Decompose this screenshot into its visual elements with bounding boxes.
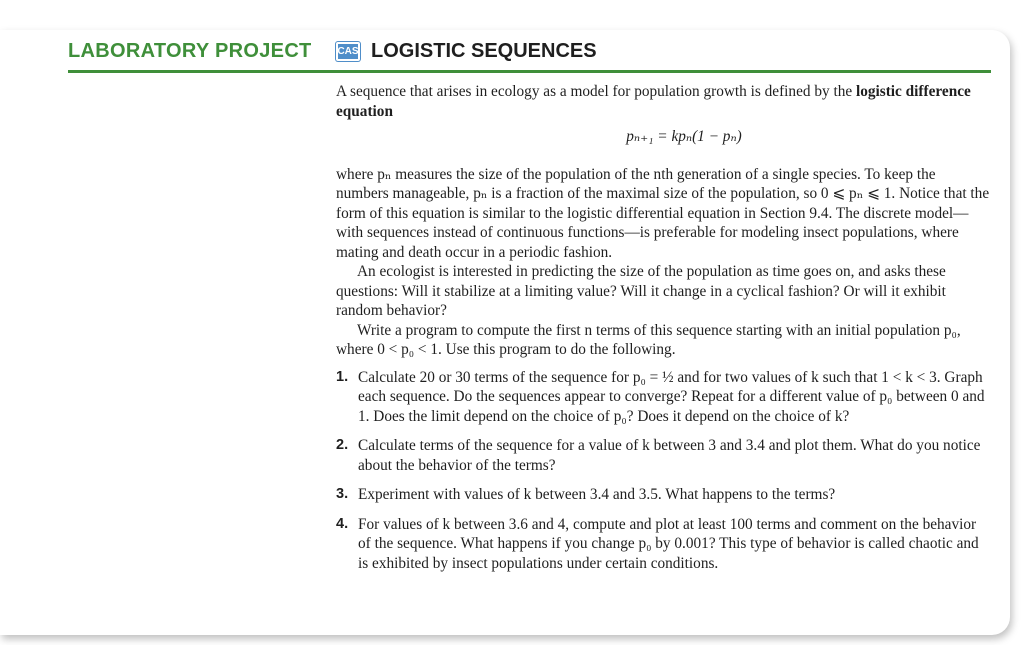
item-number: 4. [336, 515, 349, 532]
paragraph-3: Write a program to compute the first n terms of this sequence starting with an initial population p₀, where 0 < p₀ < 1. Use this program to do the following. [336, 321, 961, 358]
logistic-equation: pₙ₊₁ = kpₙ(1 − pₙ) [626, 128, 742, 145]
project-header [68, 36, 991, 73]
item-number: 2. [336, 437, 349, 453]
task-list [336, 368, 992, 574]
paragraph-1: where pₙ measures the size of the population of the nth generation of a single species. To keep the numbers manageable, pₙ is a fraction of the maximal size of the population, so 0 ⩽ pₙ ⩽ 1. Notice that the form of this equation is similar to the logistic differential equation in Section 9.4. The discrete model—with sequences instead of continuous functions—is preferable for modeling insect populations, where mating and death occur in a periodic fashion. [336, 165, 990, 261]
list-item [336, 485, 992, 505]
page-title: LOGISTIC SEQUENCES [371, 40, 597, 62]
intro-text: A sequence that arises in ecology as a model for population growth is defined by the [336, 83, 856, 100]
list-item [336, 368, 992, 427]
intro-bold-term: logistic difference equation [336, 83, 971, 120]
paragraph-2: An ecologist is interested in predicting the size of the population as time goes on, and asks these questions: Will it stabilize at a limiting value? Will it change in a cyclical fashion? Or will it exhibit random behavior? [336, 263, 946, 319]
cas-badge-icon: CAS [336, 42, 360, 61]
item-number: 1. [336, 368, 349, 385]
item-text: Calculate terms of the sequence for a value of k between 3 and 3.4 and plot them. What do you notice about the behavior of the terms? [358, 437, 981, 474]
project-body [336, 82, 992, 583]
list-item [336, 515, 992, 574]
item-text: Calculate 20 or 30 terms of the sequence for p₀ = ½ and for two values of k such that 1 < k < 3. Graph each sequence. Do the sequences appear to converge? Repeat for a different value of p₀ between 0 and 1. Does the limit depend on the choice of p₀? Does it depend on the choice of k? [358, 368, 985, 425]
item-number: 3. [336, 486, 349, 502]
item-text: Experiment with values of k between 3.4 and 3.5. What happens to the terms? [358, 486, 836, 503]
item-text: For values of k between 3.6 and 4, compute and plot at least 100 terms and comment on the behavior of the sequence. What happens if you change p₀ by 0.001? This type of behavior is called chaotic and is exhibited by insect populations under certain conditions. [358, 515, 979, 572]
intro-paragraph [336, 82, 992, 121]
section-label: LABORATORY PROJECT [68, 40, 312, 62]
list-item [336, 436, 992, 475]
